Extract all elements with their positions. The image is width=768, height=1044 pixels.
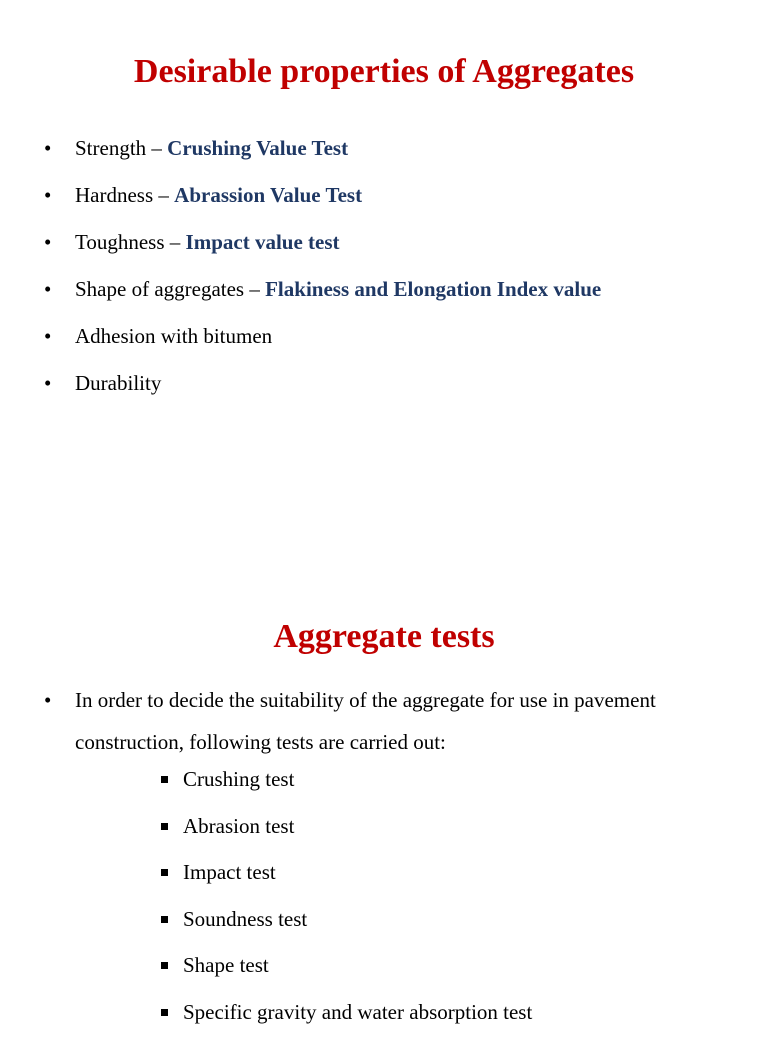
list-item (0, 228, 768, 275)
slide-tests (0, 560, 768, 1024)
square-bullet-icon (161, 823, 168, 830)
slide-properties (0, 0, 768, 520)
test-item (75, 951, 728, 998)
list-item (0, 275, 768, 322)
property-label: Toughness – (75, 230, 186, 254)
list-item (0, 679, 768, 1044)
test-label: Soundness test (183, 907, 307, 931)
bullet-icon: • (44, 322, 51, 350)
test-label: Abrasion test (183, 814, 294, 838)
property-label: Durability (75, 371, 161, 395)
square-bullet-icon (161, 962, 168, 969)
square-bullet-icon (161, 869, 168, 876)
list-item (0, 181, 768, 228)
property-test: Flakiness and Elongation Index value (265, 277, 601, 301)
bullet-icon: • (44, 181, 51, 209)
test-label: Crushing test (183, 767, 294, 791)
test-label: Shape test (183, 953, 269, 977)
property-test: Abrassion Value Test (174, 183, 362, 207)
test-item (75, 905, 728, 952)
bullet-icon: • (44, 134, 51, 162)
list-item (0, 369, 768, 416)
test-label: Specific gravity and water absorption test (183, 1000, 532, 1024)
test-label: Impact test (183, 860, 276, 884)
test-sublist (75, 765, 728, 1044)
slide-title: Aggregate tests (0, 617, 768, 657)
list-item (0, 134, 768, 181)
bullet-icon: • (44, 228, 51, 256)
property-label: Shape of aggregates – (75, 277, 265, 301)
tests-list (0, 686, 768, 1044)
square-bullet-icon (161, 776, 168, 783)
slide-title: Desirable properties of Aggregates (0, 52, 768, 92)
property-label: Adhesion with bitumen (75, 324, 272, 348)
bullet-icon: • (44, 369, 51, 397)
properties-list (0, 134, 768, 416)
list-item (0, 322, 768, 369)
square-bullet-icon (161, 1009, 168, 1016)
test-item (75, 998, 728, 1044)
property-label: Hardness – (75, 183, 174, 207)
square-bullet-icon (161, 916, 168, 923)
test-item (75, 858, 728, 905)
property-test: Impact value test (186, 230, 340, 254)
bullet-icon: • (44, 275, 51, 303)
test-item (75, 812, 728, 859)
property-test: Crushing Value Test (167, 136, 348, 160)
property-label: Strength – (75, 136, 167, 160)
bullet-icon: • (44, 679, 51, 721)
intro-text: In order to decide the suitability of the aggregate for use in pavement construction, following tests are carried out: (75, 688, 656, 754)
test-item (75, 765, 728, 812)
